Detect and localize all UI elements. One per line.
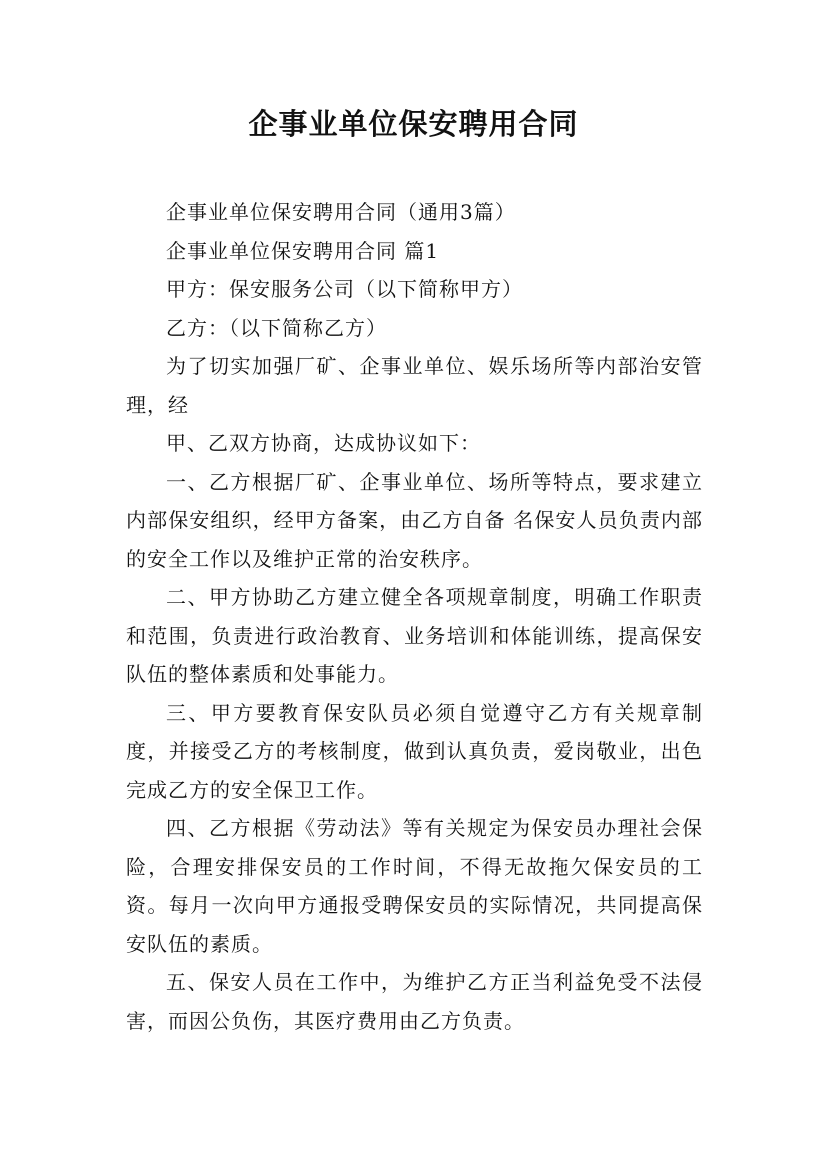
paragraph-clause-5: 五、保安人员在工作中，为维护乙方正当利益免受不法侵害，而因公负伤，其医疗费用由乙方负责。 <box>126 970 703 1033</box>
document-title: 企事业单位保安聘用合同 <box>248 107 579 141</box>
paragraph-clause-2: 二、甲方协助乙方建立健全各项规章制度，明确工作职责和范围，负责进行政治教育、业务培训和体能训练，提高保安队伍的整体素质和处事能力。 <box>126 585 703 686</box>
paragraph-article-heading: 企事业单位保安聘用合同 篇1 <box>166 238 440 263</box>
paragraph-clause-3: 三、甲方要教育保安队员必须自觉遵守乙方有关规章制度，并接受乙方的考核制度，做到认真负责，爱岗敬业，出色完成乙方的安全保卫工作。 <box>126 700 703 802</box>
paragraph-clause-4: 四、乙方根据《劳动法》等有关规定为保安员办理社会保险，合理安排保安员的工作时间，不得无故拖欠保安员的工资。每月一次向甲方通报受聘保安员的实际情况，共同提高保安队伍的素质。 <box>126 816 703 956</box>
paragraph-collection-title: 企事业单位保安聘用合同（通用3篇） <box>166 200 516 224</box>
paragraph-party-a: 甲方：保安服务公司（以下简称甲方） <box>166 277 523 301</box>
document-body <box>126 193 703 1040</box>
paragraph-clause-1: 一、乙方根据厂矿、企事业单位、场所等特点，要求建立内部保安组织，经甲方备案，由乙方自备 名保安人员负责内部的安全工作以及维护正常的治安秩序。 <box>126 469 703 571</box>
paragraph-preamble: 为了切实加强厂矿、企事业单位、娱乐场所等内部治安管理，经 <box>126 354 703 417</box>
paragraph-party-b: 乙方：（以下简称乙方） <box>166 315 387 340</box>
paragraph-agreement-intro: 甲、乙双方协商，达成协议如下： <box>166 431 481 455</box>
